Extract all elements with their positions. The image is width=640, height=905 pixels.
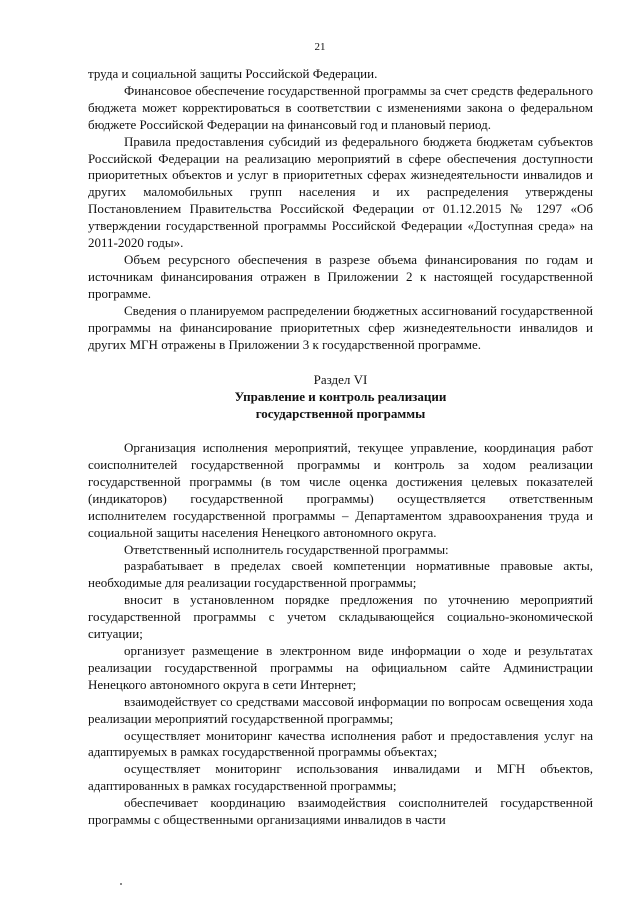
paragraph: Правила предоставления субсидий из федерального бюджета бюджетам субъектов Российской Федерации на реализацию мероприятий в сфере обеспечения доступности приоритетных объектов и услуг в приоритетных сферах жизнедеятельности инвалидов и других маломобильных групп населения и их распределения утверждены Постановлением Правительства Российской Федерации от 01.12.2015 № 1297 «Об утверждении государственной программы Российской Федерации «Доступная среда» на 2011-2020 годы».	[88, 133, 593, 251]
paragraph: Ответственный исполнитель государственной программы:	[124, 541, 449, 557]
paragraph: разрабатывает в пределах своей компетенции нормативные правовые акты, необходимые для реализации государственной программы;	[88, 558, 593, 591]
paragraph: осуществляет мониторинг качества исполнения работ и предоставления услуг на адаптируемых в рамках государственной программы объектах;	[88, 727, 593, 760]
section-title-line-1: Управление и контроль реализации	[234, 389, 447, 405]
page-number: 21	[314, 41, 326, 53]
paragraph: вносит в установленном порядке предложения по уточнению мероприятий государственной программы с учетом складывающейся социально-экономической ситуации;	[88, 592, 593, 642]
section-label: Раздел VI	[313, 372, 368, 388]
paragraph: осуществляет мониторинг использования инвалидами и МГН объектов, адаптированных в рамках государственной программы;	[88, 761, 593, 794]
paragraph: Организация исполнения мероприятий, текущее управление, координация работ соисполнителей государственной программы и контроль за ходом реализации государственной программы (в том числе оценка достижения целевых показателей (индикаторов) государственной программы) осуществляется ответственным исполнителем государственной программы – Департаментом здравоохранения труда и социальной защиты населения Ненецкого автономного округа.	[88, 440, 593, 540]
paragraph: Финансовое обеспечение государственной программы за счет средств федерального бюджета может корректироваться в соответствии с изменениями закона о федеральном бюджете Российской Федерации на финансовый год и плановый период.	[88, 82, 593, 132]
section-header	[88, 372, 593, 423]
paragraph: взаимодействует со средствами массовой информации по вопросам освещения хода реализации мероприятий государственной программы;	[88, 693, 593, 726]
document-body	[88, 66, 593, 829]
paragraph: Объем ресурсного обеспечения в разрезе объема финансирования по годам и источникам финансирования отражен в Приложении 2 к настоящей государственной программе.	[88, 251, 593, 301]
paragraph: организует размещение в электронном виде информации о ходе и результатах реализации государственной программы на официальном сайте Администрации Ненецкого автономного округа в сети Интернет;	[88, 643, 593, 692]
paragraph: труда и социальной защиты Российской Федерации.	[88, 66, 378, 81]
section-title-line-2: государственной программы	[255, 406, 426, 422]
scan-speck	[120, 883, 122, 885]
paragraph: Сведения о планируемом распределении бюджетных ассигнований государственной программы на финансирование приоритетных сфер жизнедеятельности инвалидов и других МГН отражены в Приложении 3 к государственной программе.	[88, 302, 593, 352]
paragraph: обеспечивает координацию взаимодействия соисполнителей государственной программы с общественными организациями инвалидов в части	[88, 795, 593, 828]
